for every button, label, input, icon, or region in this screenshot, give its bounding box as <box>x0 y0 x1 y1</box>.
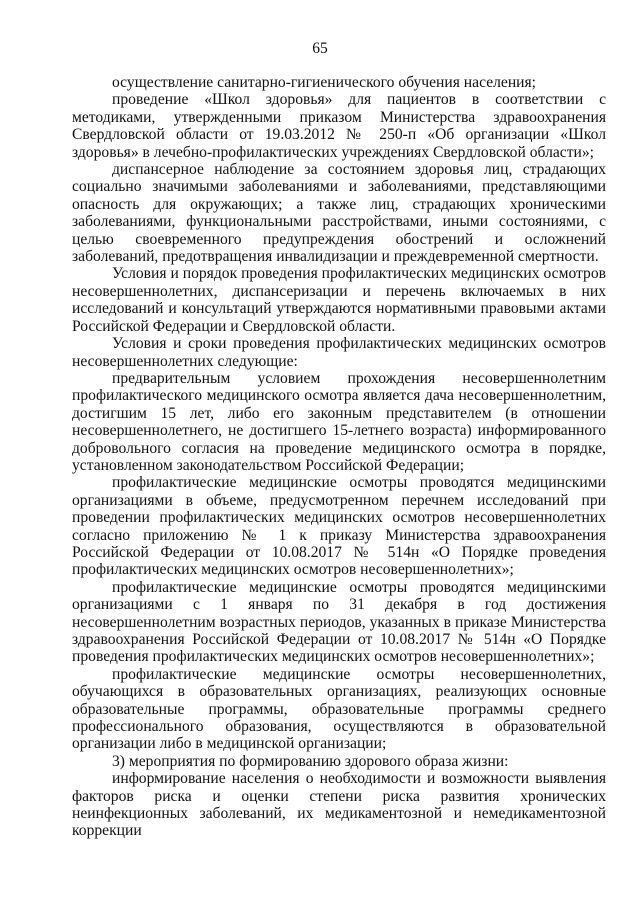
paragraph: профилактические медицинские осмотры проводятся медицинскими организациями в объеме, предусмотренном перечнем исследований при проведении профилактических медицинских осмотров несовершеннолетних согласно приложению № 1 к приказу Министерства здравоохранения Российской Федерации от 10.08.2017 № 514н «О Порядке проведения профилактических медицинских осмотров несовершеннолетних»; <box>72 474 606 579</box>
paragraph: диспансерное наблюдение за состоянием здоровья лиц, страдающих социально значимыми заболеваниями и заболеваниями, представляющими опасность для окружающих; а также лиц, страдающих хроническими заболеваниями, функциональными расстройствами, иными состояниями, с целью своевременного предупреждения обострений и осложнений заболеваний, предотвращения инвалидизации и преждевременной смертности. <box>72 161 606 266</box>
paragraph: Условия и сроки проведения профилактических медицинских осмотров несовершеннолетних следующие: <box>72 335 606 370</box>
document-body <box>72 74 606 840</box>
paragraph: проведение «Школ здоровья» для пациентов в соответствии с методиками, утвержденными приказом Министерства здравоохранения Свердловской области от 19.03.2012 № 250-п «Об организации «Школ здоровья» в лечебно-профилактических учреждениях Свердловской области»; <box>72 91 606 161</box>
paragraph: Условия и порядок проведения профилактических медицинских осмотров несовершеннолетних, диспансеризации и перечень включаемых в них исследований и консультаций утверждаются нормативными правовыми актами Российской Федерации и Свердловской области. <box>72 265 606 335</box>
paragraph: осуществление санитарно-гигиенического обучения населения; <box>112 74 537 91</box>
paragraph: профилактические медицинские осмотры проводятся медицинскими организациями с 1 января по 31 декабря в год достижения несовершеннолетним возрастных периодов, указанных в приказе Министерства здравоохранения Российской Федерации от 10.08.2017 № 514н «О Порядке проведения профилактических медицинских осмотров несовершеннолетних»; <box>72 578 606 666</box>
paragraph: информирование населения о необходимости и возможности выявления факторов риска и оценки степени риска развития хронических неинфекционных заболеваний, их медикаментозной и немедикаментозной коррекции <box>72 770 606 840</box>
paragraph: 3) мероприятия по формированию здорового образа жизни: <box>112 752 509 770</box>
page-number: 65 <box>312 40 328 57</box>
paragraph: предварительным условием прохождения несовершеннолетним профилактического медицинского осмотра является дача несовершеннолетним, достигшим 15 лет, либо его законным представителем (в отношении несовершеннолетнего, не достигшего 15-летнего возраста) информированного добровольного согласия на проведение медицинского осмотра в порядке, установленном законодательством Российской Федерации; <box>72 369 606 474</box>
paragraph: профилактические медицинские осмотры несовершеннолетних, обучающихся в образовательных организациях, реализующих основные образовательные программы, образовательные программы среднего профессионального образования, осуществляются в образовательной организации либо в медицинской организации; <box>72 665 606 753</box>
